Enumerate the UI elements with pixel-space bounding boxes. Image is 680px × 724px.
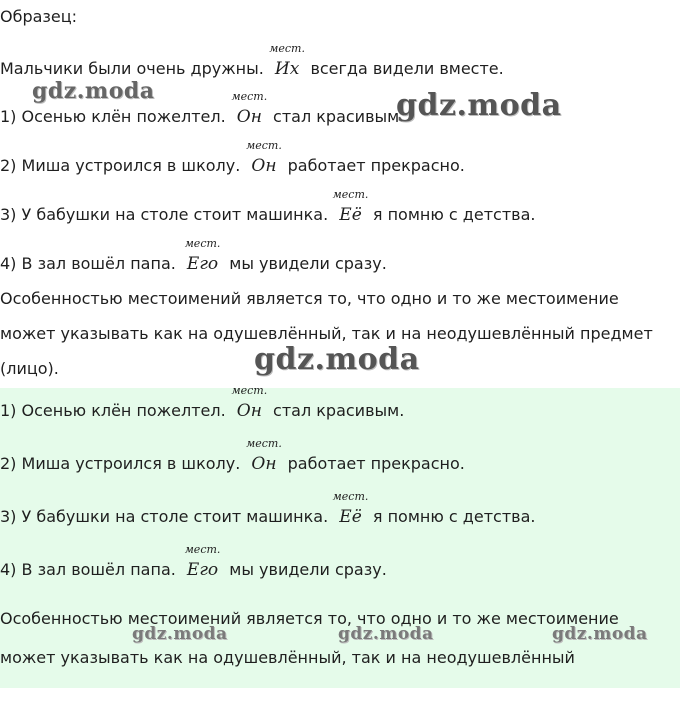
- watermark: gdz.moda: [552, 624, 648, 644]
- sample-sentence: [0, 42, 504, 80]
- pronoun: мест. Их: [275, 58, 299, 80]
- watermark: gdz.moda: [132, 624, 228, 644]
- pronoun: мест. Он: [231, 90, 268, 127]
- task-item-4: 4) В зал вошёл папа. мест. Его мы увидели сразу.: [0, 237, 387, 274]
- task-item-3: 3) У бабушки на столе стоит машинка. мест. Её я помню с детства.: [0, 188, 536, 225]
- pronoun: мест. Он: [231, 384, 268, 421]
- task-conclusion-line-1: Особенностью местоимений является то, что одно и то же местоимение: [0, 289, 619, 308]
- watermark: gdz.moda: [338, 624, 434, 644]
- task-item-1: 1) Осенью клён пожелтел. мест. Он стал красивым.: [0, 90, 405, 127]
- answer-conclusion-line-2: может указывать как на одушевлённый, так и на неодушевлённый: [0, 648, 575, 667]
- watermark: gdz.moda: [32, 78, 155, 104]
- watermark: gdz.moda: [254, 342, 420, 377]
- answer-item-3: 3) У бабушки на столе стоит машинка. мест. Её я помню с детства.: [0, 490, 536, 527]
- pronoun: мест. Он: [246, 139, 282, 176]
- task-conclusion-line-2: может указывать как на одушевлённый, так и на неодушевлённый предмет: [0, 324, 653, 343]
- sample-heading: Образец:: [0, 7, 78, 26]
- pronoun-mark: мест.: [269, 42, 305, 55]
- task-conclusion-line-3: (лицо).: [0, 359, 59, 378]
- sentence-text: всегда видели вместе.: [310, 59, 504, 78]
- pronoun: мест. Его: [184, 543, 221, 580]
- pronoun: мест. Он: [246, 437, 282, 474]
- answer-item-2: 2) Миша устроился в школу. мест. Он работает прекрасно.: [0, 437, 465, 474]
- pronoun: мест. Её: [332, 490, 369, 527]
- pronoun: мест. Её: [332, 188, 369, 225]
- answer-item-1: 1) Осенью клён пожелтел. мест. Он стал красивым.: [0, 384, 405, 421]
- watermark: gdz.moda: [396, 88, 562, 123]
- sentence-text: Мальчики были очень дружны.: [0, 59, 264, 78]
- answer-conclusion-line-1: Особенностью местоимений является то, что одно и то же местоимение: [0, 609, 619, 628]
- task-item-2: 2) Миша устроился в школу. мест. Он работает прекрасно.: [0, 139, 465, 176]
- answer-item-4: 4) В зал вошёл папа. мест. Его мы увидели сразу.: [0, 543, 387, 580]
- pronoun: мест. Его: [184, 237, 221, 274]
